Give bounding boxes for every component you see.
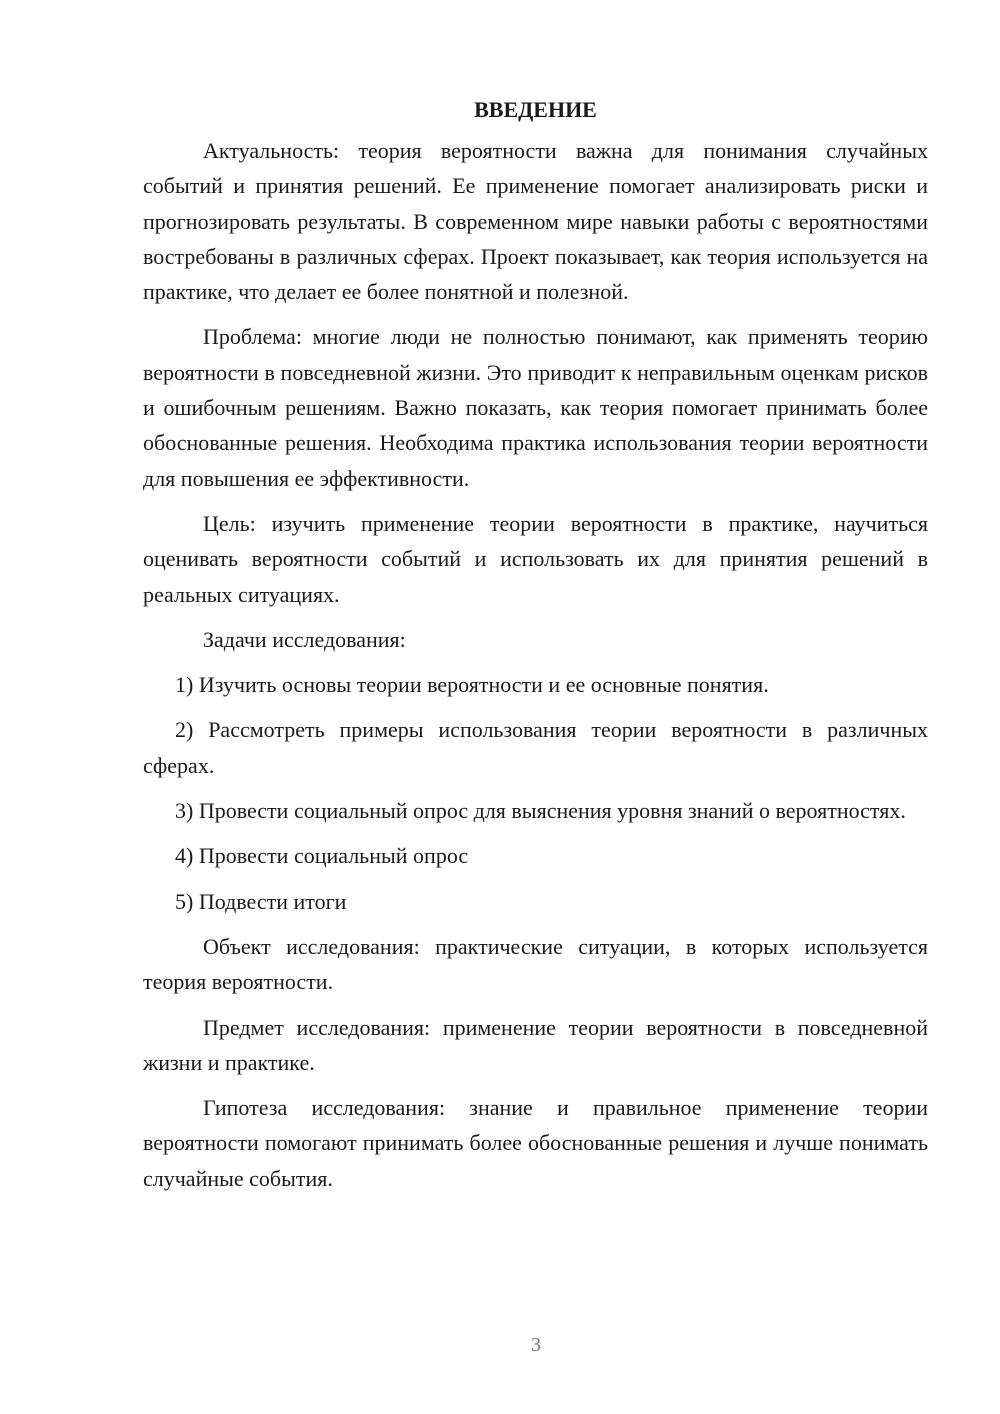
page-title: ВВЕДЕНИЕ: [474, 97, 597, 122]
task-item-5: 5) Подвести итоги: [175, 888, 347, 914]
hypothesis-paragraph: Гипотеза исследования: знание и правильное применение теории вероятности помогают принимать более обоснованные решения и лучше понимать случайные события.: [143, 1095, 928, 1191]
document-page: [143, 92, 928, 1206]
relevance-paragraph: Актуальность: теория вероятности важна для понимания случайных событий и принятия решений. Ее применение помогает анализировать риски и прогнозировать результаты. В современном мире навыки работы с вероятностями востребованы в различных сферах. Проект показывает, как теория используется на практике, что делает ее более понятной и полезной.: [143, 138, 928, 305]
task-item-4: 4) Провести социальный опрос: [175, 843, 469, 869]
goal-paragraph: Цель: изучить применение теории вероятности в практике, научиться оценивать вероятности событий и использовать их для принятия решений в реальных ситуациях.: [143, 510, 928, 607]
task-item-1: 1) Изучить основы теории вероятности и ее основные понятия.: [175, 672, 769, 698]
subject-paragraph: Предмет исследования: применение теории вероятности в повседневной жизни и практике.: [143, 1014, 928, 1075]
tasks-title: Задачи исследования:: [203, 626, 406, 652]
page-number: 3: [531, 1334, 541, 1356]
task-item-3: 3) Провести социальный опрос для выяснения уровня знаний о вероятностях.: [175, 798, 906, 824]
task-item-2: 2) Рассмотреть примеры использования теории вероятности в различных сферах.: [143, 717, 928, 778]
object-paragraph: Объект исследования: практические ситуации, в которых используется теория вероятности.: [143, 933, 928, 995]
problem-paragraph: Проблема: многие люди не полностью понимают, как применять теорию вероятности в повседневной жизни. Это приводит к неправильным оценкам рисков и ошибочным решениям. Важно показать, как теория помогает принимать более обоснованные решения. Необходима практика использования теории вероятности для повышения ее эффективности.: [143, 324, 928, 491]
